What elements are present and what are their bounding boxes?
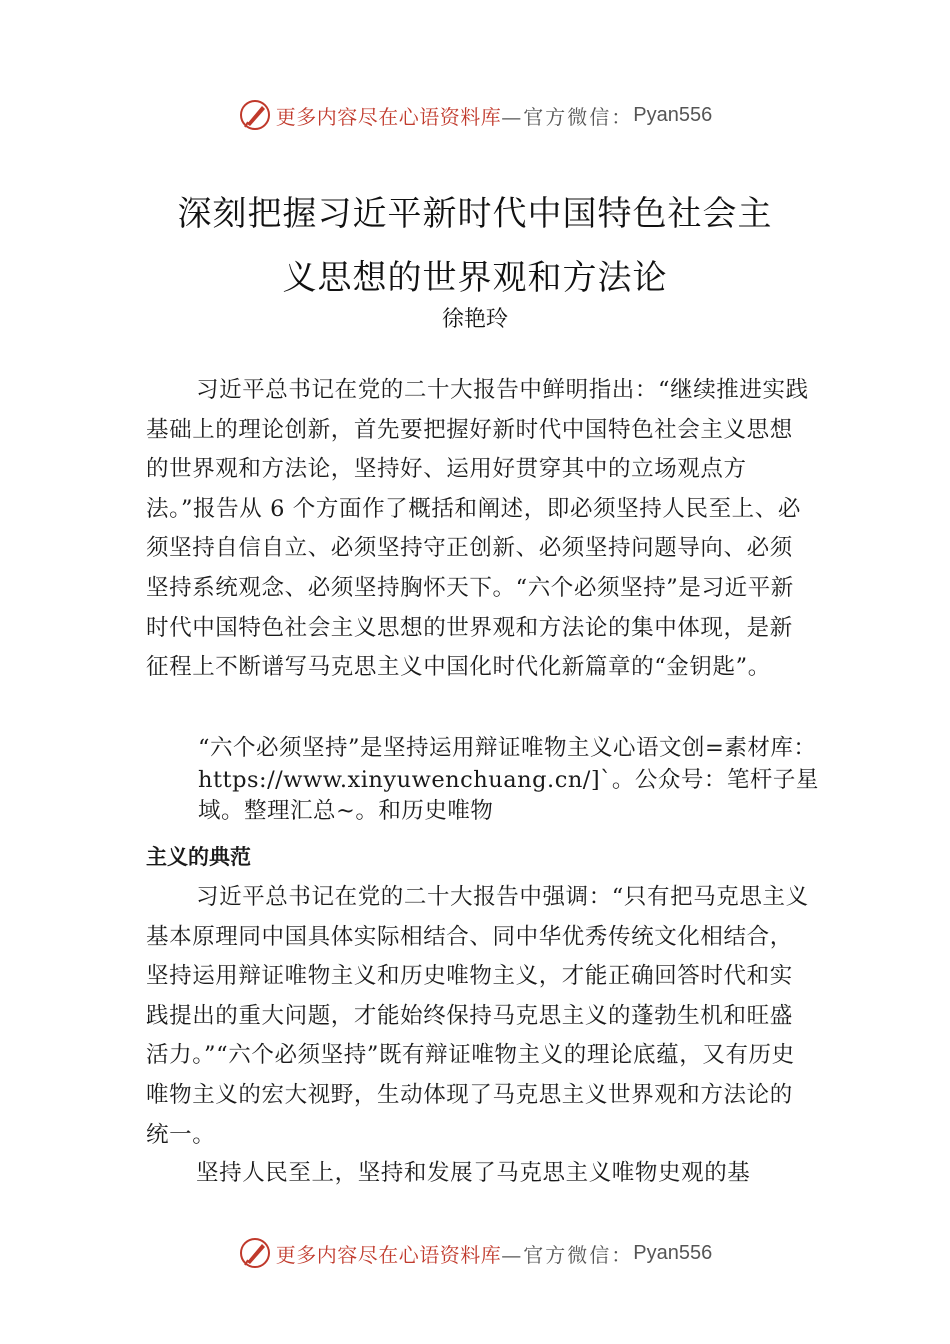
banner-wechat-label: —官方微信： — [501, 104, 634, 129]
footer-wechat-label: —官方微信： — [501, 1242, 634, 1267]
document-author: 徐艳玲 — [441, 307, 508, 332]
header-banner — [0, 95, 950, 135]
body-paragraph-3: 坚持人民至上，坚持和发展了马克思主义唯物史观的基 — [196, 1160, 751, 1186]
footer-wechat-id: Pyan556 — [633, 1241, 713, 1264]
quill-pen-logo-icon — [238, 98, 272, 132]
section-heading: 主义的典范 — [146, 845, 251, 869]
document-title-line2: 义思想的世界观和方法论 — [282, 258, 668, 298]
footer-banner — [0, 1233, 950, 1273]
body-paragraph-1: 习近平总书记在党的二十大报告中鲜明指出：“继续推进实践基础上的理论创新，首先要把握好新时代中国特色社会主义思想的世界观和方法论，坚持好、运用好贯穿其中的立场观点方法。”报告从 6 个方面作了概括和阐述，即必须坚持人民至上、必须坚持自信自立、必须坚持守正创新、必须坚持问题导向、必须坚持系统观念、必须坚持胸怀天下。“六个必须坚持”是习近平新时代中国特色社会主义思想的世界观和方法论的集中体现，是新征程上不断谱写马克思主义中国化时代化新篇章的“金钥匙”。 — [146, 377, 809, 681]
body-paragraph-2: 习近平总书记在党的二十大报告中强调：“只有把马克思主义基本原理同中国具体实际相结合、同中华优秀传统文化相结合，坚持运用辩证唯物主义和历史唯物主义，才能正确回答时代和实践提出的重大问题，才能始终保持马克思主义的蓬勃生机和旺盛活力。”“六个必须坚持”既有辩证唯物主义的理论底蕴，又有历史唯物主义的宏大视野，生动体现了马克思主义世界观和方法论的统一。 — [146, 884, 809, 1148]
document-title-line1: 深刻把握习近平新时代中国特色社会主 — [177, 194, 773, 234]
quote-block: “六个必须坚持”是坚持运用辩证唯物主义心语文创=素材库：https://www.xinyuwenchuang.cn/]`。公众号：笔杆子星域。整理汇总~。和历史唯物 — [198, 735, 819, 824]
footer-promo-text: 更多内容尽在心语资料库 — [275, 1242, 502, 1267]
banner-wechat-id: Pyan556 — [633, 103, 713, 126]
quill-pen-logo-icon — [238, 1236, 272, 1270]
banner-promo-text: 更多内容尽在心语资料库 — [275, 104, 502, 129]
